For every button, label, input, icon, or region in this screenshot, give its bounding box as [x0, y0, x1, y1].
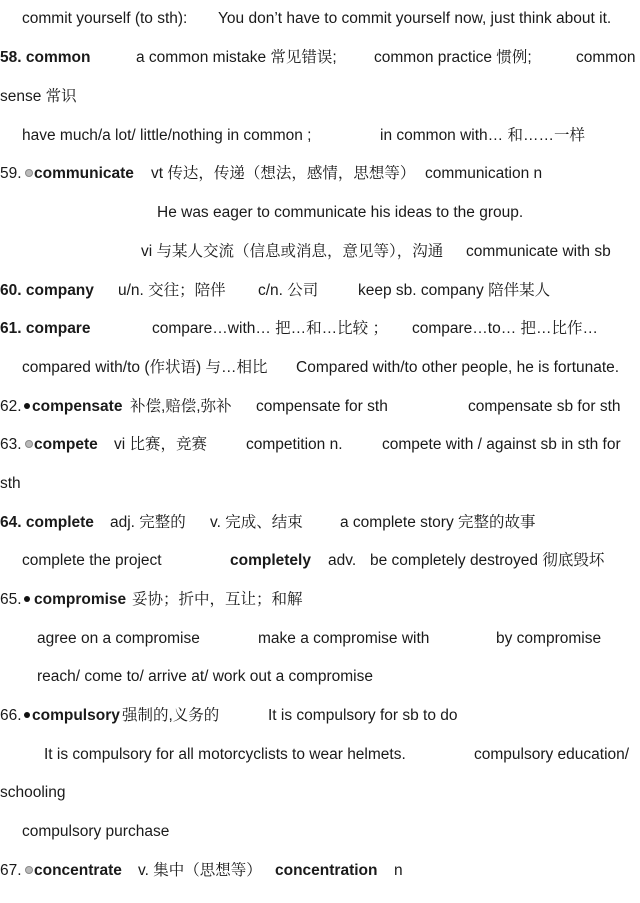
headword: concentrate	[34, 862, 122, 879]
text-segment: v. 完成、结束	[210, 514, 303, 531]
text-segment: in common with… 和……一样	[380, 127, 585, 144]
text-line	[0, 162, 640, 186]
text-line	[0, 627, 640, 651]
text-segment: make a compromise with	[258, 630, 430, 647]
text-segment: c/n. 公司	[258, 282, 319, 299]
headword: communicate	[34, 165, 134, 182]
text-segment: compare…with… 把…和…比较 ；	[152, 320, 388, 337]
text-segment: a common mistake 常见错误;	[136, 49, 337, 66]
text-line	[0, 279, 640, 303]
text-segment: vi 与某人交流（信息或消息，意见等），沟通	[141, 243, 444, 260]
text-segment: compulsory purchase	[22, 823, 170, 840]
headword: compensate	[32, 398, 123, 415]
text-line	[0, 317, 640, 341]
text-segment: complete the project	[22, 552, 162, 569]
text-segment: have much/a lot/ little/nothing in common ;	[22, 127, 312, 144]
text-line	[0, 240, 640, 264]
text-line	[0, 124, 640, 148]
headword: 60. company	[0, 282, 94, 299]
headword: 58. common	[0, 49, 91, 66]
text-segment: 59.	[0, 162, 35, 186]
text-segment: communication n	[425, 165, 543, 182]
text-segment: compete with / against sb in sth for	[382, 436, 621, 453]
text-line	[0, 46, 640, 70]
text-line	[0, 433, 640, 457]
text-segment: You don’t have to commit yourself now, just think about it.	[218, 10, 612, 27]
text-segment: It is compulsory for all motorcyclists to wear helmets.	[44, 746, 406, 763]
text-segment: v. 集中（思想等）	[138, 862, 262, 879]
text-segment: schooling	[0, 784, 66, 801]
text-line	[0, 395, 640, 419]
text-segment: Compared with/to other people, he is fortunate.	[296, 359, 620, 376]
key-word-bullet-icon	[24, 596, 30, 602]
headword: 61. compare	[0, 320, 91, 337]
headword: concentration	[275, 862, 378, 879]
text-segment: a complete story 完整的故事	[340, 514, 536, 531]
text-segment: compared with/to (作状语) 与…相比	[22, 359, 268, 376]
headword: compete	[34, 436, 98, 453]
text-segment: 强制的,义务的	[122, 707, 220, 724]
key-word-circle-icon	[25, 440, 33, 448]
text-segment: He was eager to communicate his ideas to the group.	[157, 204, 524, 221]
text-segment: 65.	[0, 588, 32, 612]
text-line	[0, 743, 640, 767]
text-segment: common practice 惯例;	[374, 49, 532, 66]
headword: compromise	[34, 591, 127, 608]
text-segment: It is compulsory for sb to do	[268, 707, 458, 724]
text-line	[0, 859, 640, 883]
text-line	[0, 356, 640, 380]
text-line	[0, 511, 640, 535]
text-segment: vt 传达，传递（想法，感情，思想等）	[151, 165, 416, 182]
headword: 64. complete	[0, 514, 94, 531]
key-word-bullet-icon	[24, 403, 30, 409]
text-line	[0, 704, 640, 728]
text-line	[0, 781, 640, 805]
text-line	[0, 588, 640, 612]
text-segment: vi 比赛，竞赛	[114, 436, 208, 453]
text-segment: 66.	[0, 704, 32, 728]
text-segment: be completely destroyed 彻底毁坏	[370, 552, 605, 569]
text-segment: compare…to… 把…比作…	[412, 320, 599, 337]
text-segment: compensate sb for sth	[468, 398, 621, 415]
text-line	[0, 201, 640, 225]
text-segment: communicate with sb	[466, 243, 611, 260]
text-segment: 63.	[0, 433, 35, 457]
text-segment: 62.	[0, 395, 32, 419]
text-line	[0, 472, 640, 496]
key-word-bullet-icon	[24, 712, 30, 718]
headword: compulsory	[32, 707, 120, 724]
text-line	[0, 665, 640, 689]
key-word-circle-icon	[25, 866, 33, 874]
text-segment: common	[576, 49, 636, 66]
text-segment: keep sb. company 陪伴某人	[358, 282, 551, 299]
text-segment: agree on a compromise	[37, 630, 200, 647]
text-segment: commit yourself (to sth):	[22, 10, 188, 27]
text-segment: sth	[0, 475, 21, 492]
text-line	[0, 549, 640, 573]
text-segment: compulsory education/	[474, 746, 630, 763]
text-segment: by compromise	[496, 630, 602, 647]
text-segment: adj. 完整的	[110, 514, 186, 531]
text-segment: reach/ come to/ arrive at/ work out a compromise	[37, 668, 373, 685]
text-segment: compensate for sth	[256, 398, 388, 415]
headword: completely	[230, 552, 311, 569]
text-segment: u/n. 交往；陪伴	[118, 282, 226, 299]
text-line	[0, 7, 640, 31]
key-word-circle-icon	[25, 169, 33, 177]
text-segment: 67.	[0, 859, 35, 883]
text-line	[0, 820, 640, 844]
text-segment: adv.	[328, 552, 357, 569]
text-segment: n	[394, 862, 403, 879]
text-line	[0, 85, 640, 109]
text-segment: sense 常识	[0, 88, 77, 105]
text-segment: 补偿,赔偿,弥补	[130, 398, 232, 415]
text-segment: competition n.	[246, 436, 343, 453]
text-segment: 妥协；折中，互让；和解	[132, 591, 303, 608]
